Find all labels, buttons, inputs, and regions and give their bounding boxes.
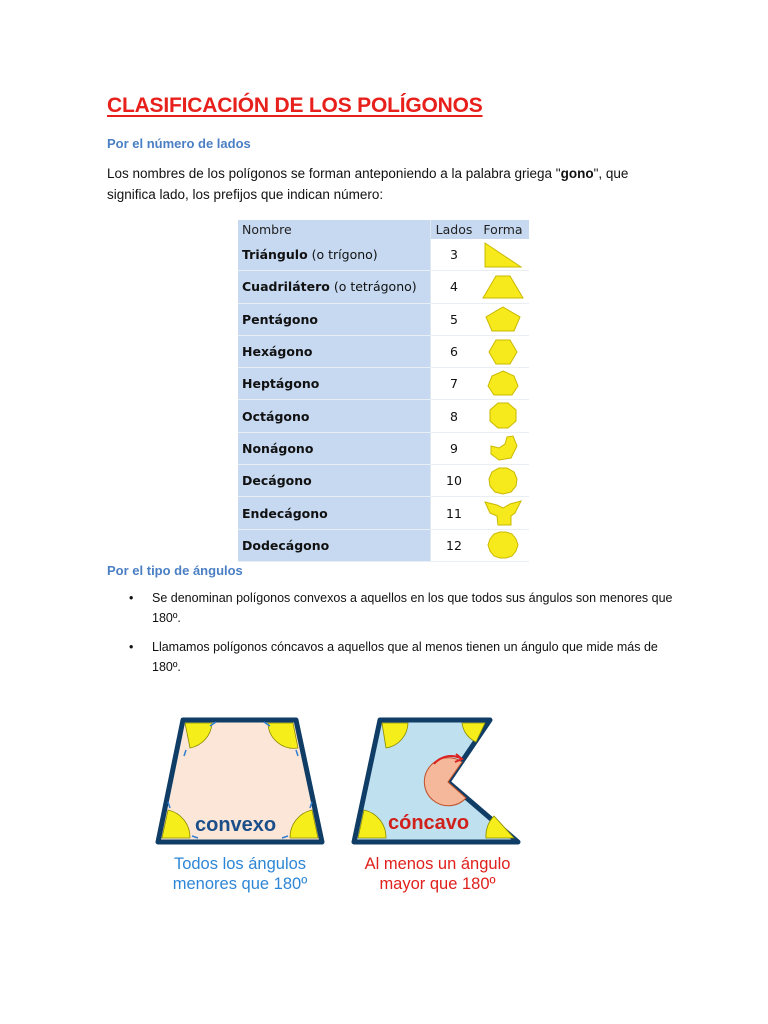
table-row xyxy=(238,529,529,561)
hexagon-icon xyxy=(481,338,525,366)
table-row xyxy=(238,335,529,367)
section-heading-angles: Por el tipo de ángulos xyxy=(107,563,243,578)
concave-caption-line-1: Al menos un ángulo xyxy=(364,855,511,873)
trapezoid-icon xyxy=(481,273,525,301)
header-sides: Lados xyxy=(431,220,478,239)
table-row xyxy=(238,368,529,400)
polygon-name: Nonágono xyxy=(242,440,314,456)
sides-count: 10 xyxy=(431,465,478,497)
polygon-name: Dodecágono xyxy=(242,537,330,553)
header-shape: Forma xyxy=(477,220,529,239)
polygon-alt-name: (o tetrágono) xyxy=(329,279,417,295)
concave-caption-line-2: mayor que 180º xyxy=(379,875,496,893)
polygon-name: Endecágono xyxy=(242,505,328,521)
sides-count: 5 xyxy=(431,303,478,335)
convex-caption-line-2: menores que 180º xyxy=(172,875,308,893)
intro-text-before: Los nombres de los polígonos se forman anteponiendo a la palabra griega " xyxy=(107,166,561,181)
table-header-row xyxy=(238,220,529,239)
decagon-icon xyxy=(481,467,525,495)
intro-bold-word: gono xyxy=(560,166,594,181)
bullet-text: Se denominan polígonos convexos a aquellos en los que todos sus ángulos son menores que 180º. xyxy=(152,591,673,625)
section-heading-sides: Por el número de lados xyxy=(107,136,251,151)
sides-count: 3 xyxy=(431,239,478,271)
sides-count: 12 xyxy=(431,529,478,561)
table-row xyxy=(238,432,529,464)
polygon-name: Octágono xyxy=(242,408,310,424)
dodecagon-icon xyxy=(481,531,525,559)
sides-count: 8 xyxy=(431,400,478,432)
table-row xyxy=(238,497,529,529)
concave-caption xyxy=(345,854,530,894)
table-row xyxy=(238,239,529,271)
bullet-icon: • xyxy=(129,640,134,654)
list-item xyxy=(107,588,677,628)
polygon-alt-name: (o trígono) xyxy=(307,247,378,263)
intro-text-after: ", que significa lado, los prefijos que indican número: xyxy=(107,166,629,202)
polygon-name: Cuadrilátero xyxy=(242,279,330,295)
octagon-icon xyxy=(481,402,525,430)
intro-paragraph xyxy=(107,163,667,205)
angle-bullet-list xyxy=(107,588,677,686)
table-row xyxy=(238,271,529,303)
polygon-name: Hexágono xyxy=(242,344,313,360)
bullet-icon: • xyxy=(129,591,134,605)
polygon-name: Heptágono xyxy=(242,376,320,392)
polygon-name: Pentágono xyxy=(242,311,318,327)
nonagon-icon xyxy=(481,434,525,462)
convex-label: convexo xyxy=(195,814,277,836)
triangle-icon xyxy=(481,241,525,269)
table-row xyxy=(238,303,529,335)
heptagon-icon xyxy=(481,370,525,398)
convex-concave-figure xyxy=(150,712,530,902)
concave-label: cóncavo xyxy=(388,812,470,834)
hendecagon-icon xyxy=(481,499,525,527)
sides-count: 4 xyxy=(431,271,478,303)
polygon-table xyxy=(238,220,529,562)
sides-count: 6 xyxy=(431,335,478,367)
sides-count: 11 xyxy=(431,497,478,529)
header-name: Nombre xyxy=(238,220,431,239)
sides-count: 7 xyxy=(431,368,478,400)
sides-count: 9 xyxy=(431,432,478,464)
table-row xyxy=(238,465,529,497)
polygon-name: Decágono xyxy=(242,473,312,489)
page-title: CLASIFICACIÓN DE LOS POLÍGONOS xyxy=(107,94,483,117)
pentagon-icon xyxy=(481,305,525,333)
convex-caption xyxy=(150,854,330,894)
bullet-text: Llamamos polígonos cóncavos a aquellos que al menos tienen un ángulo que mide más de 180º. xyxy=(152,640,658,674)
list-item xyxy=(107,637,677,677)
convex-caption-line-1: Todos los ángulos xyxy=(173,855,307,873)
polygon-name: Triángulo xyxy=(242,247,308,263)
table-row xyxy=(238,400,529,432)
